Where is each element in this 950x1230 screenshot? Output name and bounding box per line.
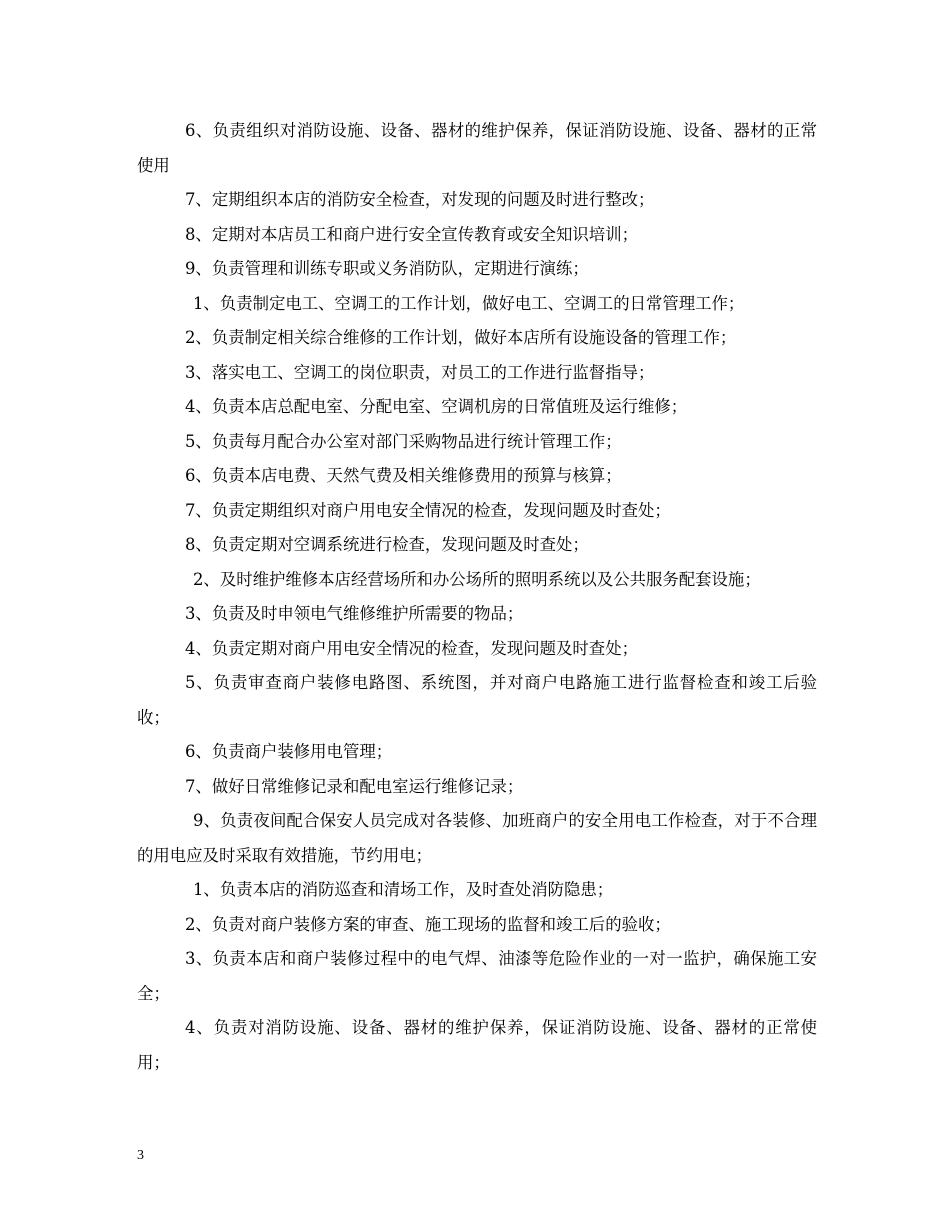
paragraph: 8、定期对本店员工和商户进行安全宣传教育或安全知识培训；: [185, 224, 638, 244]
paragraph: 2、负责对商户装修方案的审查、施工现场的监督和竣工后的验收；: [185, 914, 671, 934]
paragraph: 3、负责及时申领电气维修维护所需要的物品；: [185, 604, 524, 623]
page-number: 3: [137, 1148, 144, 1163]
paragraph: 5、负责每月配合办公室对部门采购物品进行统计管理工作；: [185, 431, 622, 451]
paragraph: 9、负责夜间配合保安人员完成对各装修、加班商户的安全用电工作检查，对于不合理的用电应及时采取有效措施，节约用电；: [137, 811, 817, 865]
paragraph: 6、负责商户装修用电管理；: [185, 742, 393, 761]
paragraph: 7、负责定期组织对商户用电安全情况的检查，发现问题及时查处；: [185, 500, 671, 520]
paragraph: 8、负责定期对空调系统进行检查，发现问题及时查处；: [185, 535, 589, 554]
paragraph: 1、负责制定电工、空调工的工作计划，做好电工、空调工的日常管理工作；: [193, 293, 745, 313]
paragraph: 1、负责本店的消防巡查和清场工作，及时查处消防隐患；: [193, 880, 614, 899]
paragraph: 5、负责审查商户装修电路图、系统图，并对商户电路施工进行监督检查和竣工后验收；: [137, 673, 817, 727]
paragraph: 4、负责对消防设施、设备、器材的维护保养，保证消防设施、设备、器材的正常使用；: [137, 1018, 817, 1072]
paragraph: 2、及时维护维修本店经营场所和办公场所的照明系统以及公共服务配套设施；: [193, 569, 761, 589]
paragraph: 7、定期组织本店的消防安全检查，对发现的问题及时进行整改；: [185, 190, 655, 209]
paragraph: 6、负责组织对消防设施、设备、器材的维护保养，保证消防设施、设备、器材的正常使用: [137, 121, 817, 175]
paragraph: 6、负责本店电费、天然气费及相关维修费用的预算与核算；: [185, 466, 622, 485]
paragraph: 9、负责管理和训练专职或义务消防队，定期进行演练；: [185, 259, 589, 278]
paragraph: 3、负责本店和商户装修过程中的电气焊、油漆等危险作业的一对一监护，确保施工安全；: [137, 949, 817, 1003]
paragraph: 2、负责制定相关综合维修的工作计划，做好本店所有设施设备的管理工作；: [185, 328, 737, 347]
paragraph: 4、负责本店总配电室、分配电室、空调机房的日常值班及运行维修；: [185, 397, 688, 416]
document-body: [137, 114, 817, 1080]
paragraph: 3、落实电工、空调工的岗位职责，对员工的工作进行监督指导；: [185, 362, 655, 382]
paragraph: 7、做好日常维修记录和配电室运行维修记录；: [185, 776, 524, 796]
paragraph: 4、负责定期对商户用电安全情况的检查，发现问题及时查处；: [185, 638, 638, 658]
